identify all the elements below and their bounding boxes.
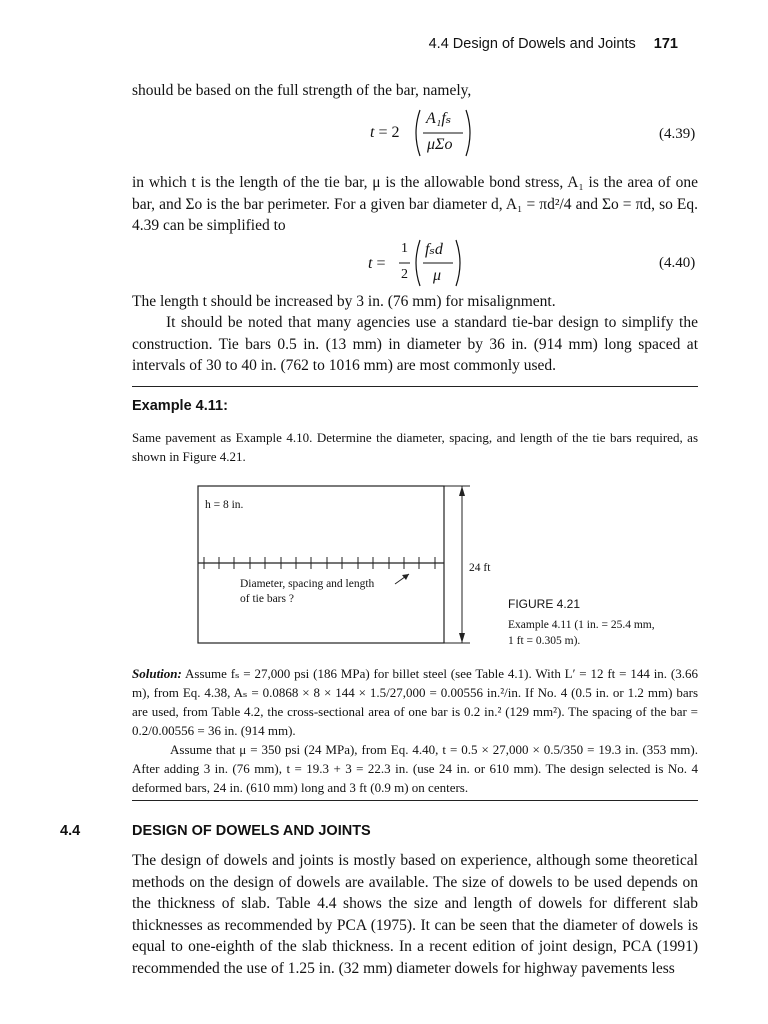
- paragraph-intro: should be based on the full strength of the bar, namely,: [132, 82, 472, 99]
- eq40-lhs: t: [368, 255, 373, 272]
- eq39-equals: =: [378, 124, 388, 141]
- eq39-numerator: A₁fₛ: [426, 110, 452, 127]
- eq40-half-denominator: 2: [401, 267, 408, 282]
- equation-number-4-40: (4.40): [659, 255, 696, 271]
- eq39-denominator: μΣo: [427, 136, 453, 153]
- eq40-half-numerator: 1: [401, 241, 408, 256]
- figure-question-label-2: of tie bars ?: [240, 593, 294, 605]
- example-top-rule: [132, 386, 698, 387]
- figure-caption-title: FIGURE 4.21: [508, 597, 581, 611]
- figure-caption-line-2: 1 ft = 0.305 m).: [508, 635, 581, 647]
- eq39-coefficient: 2: [391, 124, 400, 141]
- figure-question-label-1: Diameter, spacing and length: [240, 578, 375, 590]
- page-number: 171: [653, 36, 678, 52]
- eq40-denominator: μ: [433, 267, 442, 284]
- eq40-equals: =: [376, 255, 386, 272]
- section-number: 4.4: [60, 823, 81, 839]
- figure-thickness-label: h = 8 in.: [205, 499, 244, 511]
- solution-text-1: Assume fₛ = 27,000 psi (186 MPa) for billet steel (see Table 4.1). With L′ = 12 ft = 144 in. (3.66 m), from Eq. 4.38, Aₛ = 0.0868 × 8 × 144 × 1.5/27,000 = 0.00556 in.²/in. If No. 4 (0.5 in. or 1.2 mm) bars are used, from Table 4.2, the cross-sectional area of one bar is 0.2 in.² (129 mm²). The spacing of the bar = 0.2/0.00556 = 36 in. (914 mm).: [132, 666, 698, 738]
- equation-number-4-39: (4.39): [659, 126, 696, 142]
- figure-caption-line-1: Example 4.11 (1 in. = 25.4 mm,: [508, 619, 655, 631]
- section-body: The design of dowels and joints is mostly based on experience, although some theoretical methods on the design of dowels are available. The size of dowels to be used depends on the thickness of slab. Table 4.4 shows the size and length of dowels for different slab thicknesses as recommended by PCA (1975). It can be seen that the diameter of dowels is equal to one-eighth of the slab thickness. In a recent edition of joint design, PCA (1991) recommended the use of 1.25 in. (32 mm) diameter dowels for highway pavements less: [132, 852, 698, 977]
- example-bottom-rule: [132, 800, 698, 801]
- equation-4-39: [370, 104, 480, 160]
- pointer-arrow: [395, 574, 409, 584]
- equation-4-40: [368, 234, 478, 290]
- figure-dimension-label: 24 ft: [469, 562, 491, 574]
- eq40-numerator: fₛd: [425, 241, 443, 258]
- dimension-arrow-top: [459, 486, 465, 496]
- paragraph-misalignment: The length t should be increased by 3 in. (76 mm) for misalignment.: [132, 293, 556, 310]
- example-statement: Same pavement as Example 4.10. Determine the diameter, spacing, and length of the tie bars required, as shown in Figure 4.21.: [132, 430, 698, 464]
- paragraph-definitions: [132, 172, 698, 237]
- definitions-text: in which t is the length of the tie bar, μ is the allowable bond stress, A₁ is the area of one bar, and Σo is the bar perimeter. For a given bar diameter d, A₁ = πd²/4 and Σo = πd, so Eq. 4.39 can be simplified to: [132, 174, 698, 234]
- running-head: [429, 36, 678, 52]
- paragraph-standard-design: It should be noted that many agencies use a standard tie-bar design to simplify the construction. Tie bars 0.5 in. (13 mm) in diameter by 36 in. (914 mm) long spaced at intervals of 30 to 40 in. (762 to 1016 mm) are most commonly used.: [132, 314, 698, 374]
- example-title: Example 4.11:: [132, 398, 228, 414]
- dimension-line: [444, 486, 470, 643]
- solution-paragraph-1: [132, 664, 698, 740]
- eq39-lhs: t: [370, 124, 375, 141]
- dimension-arrow-bottom: [459, 633, 465, 643]
- section-title: DESIGN OF DOWELS AND JOINTS: [132, 823, 371, 839]
- solution-paragraph-2: Assume that μ = 350 psi (24 MPa), from Eq. 4.40, t = 0.5 × 27,000 × 0.5/350 = 19.3 in. (353 mm). After adding 3 in. (76 mm), t = 19.3 + 3 = 22.3 in. (use 24 in. or 610 mm). The design selected is No. 4 deformed bars, 24 in. (610 mm) long and 3 ft (0.9 m) on centers.: [132, 742, 698, 795]
- solution-label: Solution:: [132, 666, 182, 681]
- running-head-section: 4.4 Design of Dowels and Joints: [428, 36, 636, 52]
